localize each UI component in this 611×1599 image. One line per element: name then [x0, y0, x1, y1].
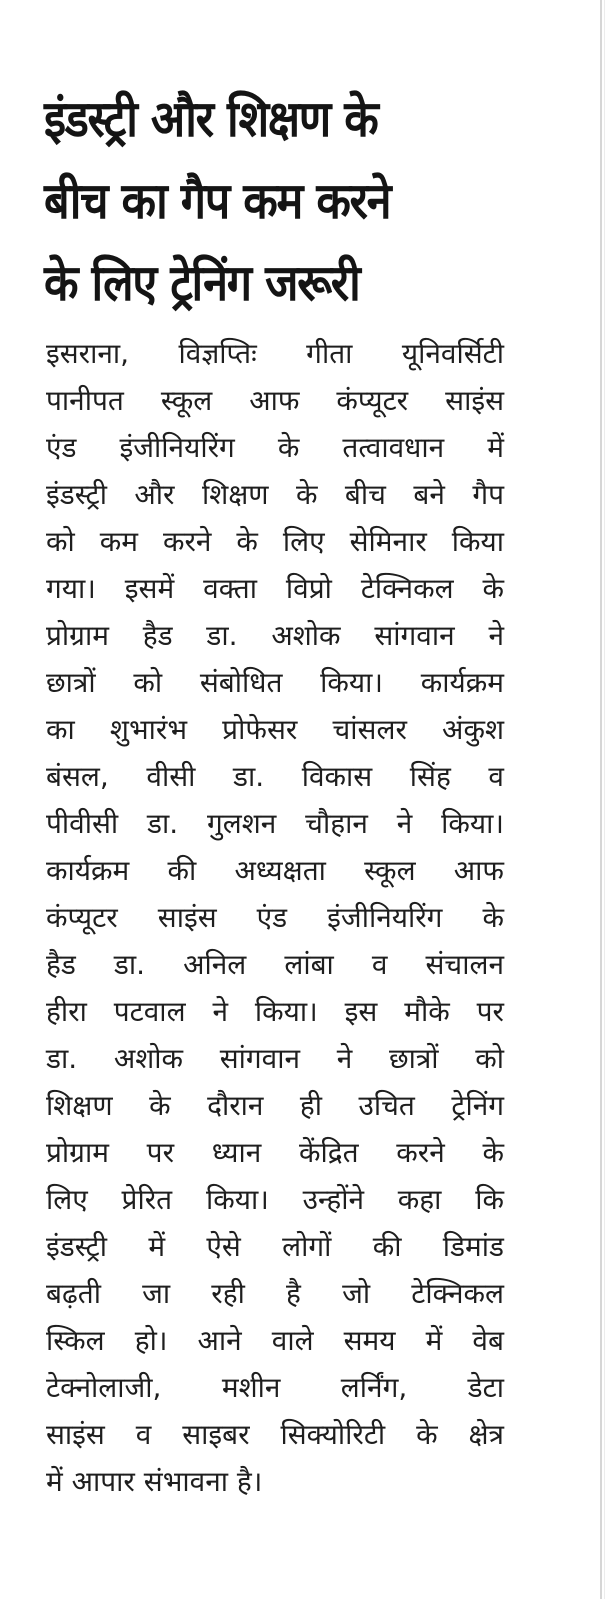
- body-line: कार्यक्रम की अध्यक्षता स्कूल आफ: [46, 854, 504, 887]
- headline-line: बीच का गैप कम करने: [44, 172, 391, 230]
- article-body: [46, 330, 504, 1505]
- body-line: बढ़ती जा रही है जो टेक्निकल: [46, 1277, 504, 1310]
- body-line: साइंस व साइबर सिक्योरिटी के क्षेत्र: [46, 1418, 504, 1451]
- body-line: टेक्नोलाजी, मशीन लर्निंग, डेटा: [46, 1371, 504, 1404]
- column-border: [600, 0, 602, 1599]
- body-line: छात्रों को संबोधित किया। कार्यक्रम: [46, 666, 504, 699]
- article-headline: [44, 78, 467, 324]
- body-line: बंसल, वीसी डा. विकास सिंह व: [46, 760, 504, 793]
- body-line: में आपार संभावना है।: [46, 1465, 263, 1498]
- column-border-shadow: [604, 0, 605, 1599]
- body-line: हैड डा. अनिल लांबा व संचालन: [46, 948, 504, 981]
- headline-line: इंडस्ट्री और शिक्षण के: [44, 90, 378, 148]
- body-line: डा. अशोक सांगवान ने छात्रों को: [46, 1042, 504, 1075]
- body-line: इसराना, विज्ञप्तिः गीता यूनिवर्सिटी: [46, 337, 504, 370]
- body-line: गया। इसमें वक्ता विप्रो टेक्निकल के: [46, 572, 504, 605]
- body-line: इंडस्ट्री और शिक्षण के बीच बने गैप: [46, 478, 504, 511]
- body-line: को कम करने के लिए सेमिनार किया: [46, 525, 504, 558]
- body-line: शिक्षण के दौरान ही उचित ट्रेनिंग: [46, 1089, 504, 1122]
- body-line: हीरा पटवाल ने किया। इस मौके पर: [46, 995, 504, 1028]
- body-line: कंप्यूटर साइंस एंड इंजीनियरिंग के: [46, 901, 504, 934]
- body-line: पानीपत स्कूल आफ कंप्यूटर साइंस: [46, 384, 504, 417]
- body-line: प्रोग्राम हैड डा. अशोक सांगवान ने: [46, 619, 504, 652]
- body-line: एंड इंजीनियरिंग के तत्वावधान में: [46, 431, 504, 464]
- body-line: स्किल हो। आने वाले समय में वेब: [46, 1324, 504, 1357]
- headline-line: के लिए ट्रेनिंग जरूरी: [44, 254, 360, 312]
- body-line: पीवीसी डा. गुलशन चौहान ने किया।: [46, 807, 504, 840]
- body-line: लिए प्रेरित किया। उन्होंने कहा कि: [46, 1183, 504, 1216]
- body-line: का शुभारंभ प्रोफेसर चांसलर अंकुश: [46, 713, 504, 746]
- body-line: प्रोग्राम पर ध्यान केंद्रित करने के: [46, 1136, 504, 1169]
- body-line: इंडस्ट्री में ऐसे लोगों की डिमांड: [46, 1230, 504, 1263]
